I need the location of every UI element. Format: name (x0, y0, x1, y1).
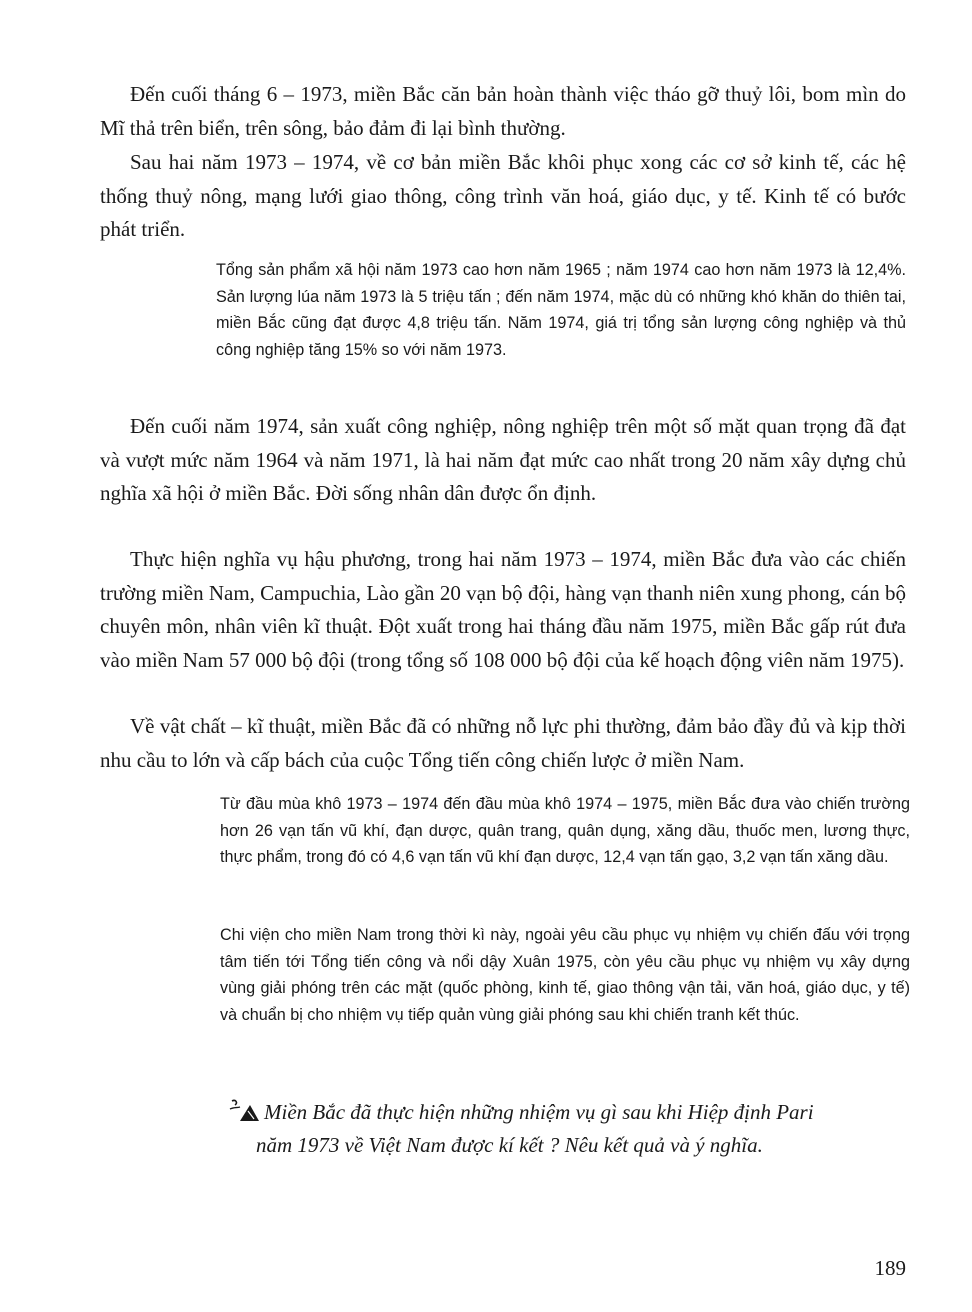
note-southern-support: Chi viện cho miền Nam trong thời kì này, ngoài yêu cầu phục vụ nhiệm vụ chiến đấu với trọng tâm tiến tới Tổng tiến công và nổi dậy Xuân 1975, còn yêu cầu phục vụ nhiệm vụ xây dựng vùng giải phóng trên các mặt (quốc phòng, kinh tế, giao thông vận tải, văn hoá, giáo dục, y tế) và chuẩn bị cho nhiệm vụ tiếp quản vùng giải phóng sau khi chiến tranh kết thúc. (220, 926, 910, 1024)
paragraph-production-1974: Đến cuối năm 1974, sản xuất công nghiệp, nông nghiệp trên một số mặt quan trọng đã đạt và vượt mức năm 1964 và năm 1971, là hai năm đạt mức cao nhất trong 20 năm xây dựng chủ nghĩa xã hội ở miền Bắc. Đời sống nhân dân được ổn định. (100, 414, 906, 505)
review-question (228, 1096, 918, 1162)
note-production-stats: Tổng sản phẩm xã hội năm 1973 cao hơn năm 1965 ; năm 1974 cao hơn năm 1973 là 12,4%. Sản lượng lúa năm 1973 là 5 triệu tấn ; đến năm 1974, mặc dù có những khó khăn do thiên tai, miền Bắc cũng đạt được 4,8 triệu tấn. Năm 1974, giá trị tổng sản lượng công nghiệp và thủ công nghiệp tăng 15% so với năm 1973. (216, 261, 906, 359)
question-line-2: năm 1973 về Việt Nam được kí kết ? Nêu kết quả và ý nghĩa. (256, 1133, 763, 1157)
question-line-1: Miền Bắc đã thực hiện những nhiệm vụ gì sau khi Hiệp định Pari (264, 1100, 814, 1124)
paragraph-rear-duty: Thực hiện nghĩa vụ hậu phương, trong hai năm 1973 – 1974, miền Bắc đưa vào các chiến trường miền Nam, Campuchia, Lào gần 20 vạn bộ đội, hàng vạn thanh niên xung phong, cán bộ chuyên môn, nhân viên kĩ thuật. Đột xuất trong hai tháng đầu năm 1975, miền Bắc gấp rút đưa vào miền Nam 57 000 bộ đội (trong tổng số 108 000 bộ đội của kế hoạch động viên năm 1975). (100, 547, 906, 672)
note-supplies-stats: Từ đầu mùa khô 1973 – 1974 đến đầu mùa khô 1974 – 1975, miền Bắc đưa vào chiến trường hơn 26 vạn tấn vũ khí, đạn dược, quân trang, quân dụng, xăng dầu, thuốc men, lương thực, thực phẩm, trong đó có 4,6 vạn tấn vũ khí đạn dược, 12,4 vạn tấn gạo, 3,2 vạn tấn xăng dầu. (220, 795, 910, 867)
paragraph-material-support: Về vật chất – kĩ thuật, miền Bắc đã có những nỗ lực phi thường, đảm bảo đầy đủ và kịp thời nhu cầu to lớn và cấp bách của cuộc Tổng tiến công chiến lược ở miền Nam. (100, 714, 906, 772)
paragraph-mine-clearing: Đến cuối tháng 6 – 1973, miền Bắc căn bản hoàn thành việc tháo gỡ thuỷ lôi, bom mìn do Mĩ thả trên biển, trên sông, bảo đảm đi lại bình thường. (100, 82, 906, 140)
paragraph-economic-recovery: Sau hai năm 1973 – 1974, về cơ bản miền Bắc khôi phục xong các cơ sở kinh tế, các hệ thống thuỷ nông, mạng lưới giao thông, công trình văn hoá, giáo dục, y tế. Kinh tế có bước phát triển. (100, 150, 906, 241)
page-number: 189 (874, 1256, 906, 1280)
writing-hand-icon (228, 1097, 262, 1123)
